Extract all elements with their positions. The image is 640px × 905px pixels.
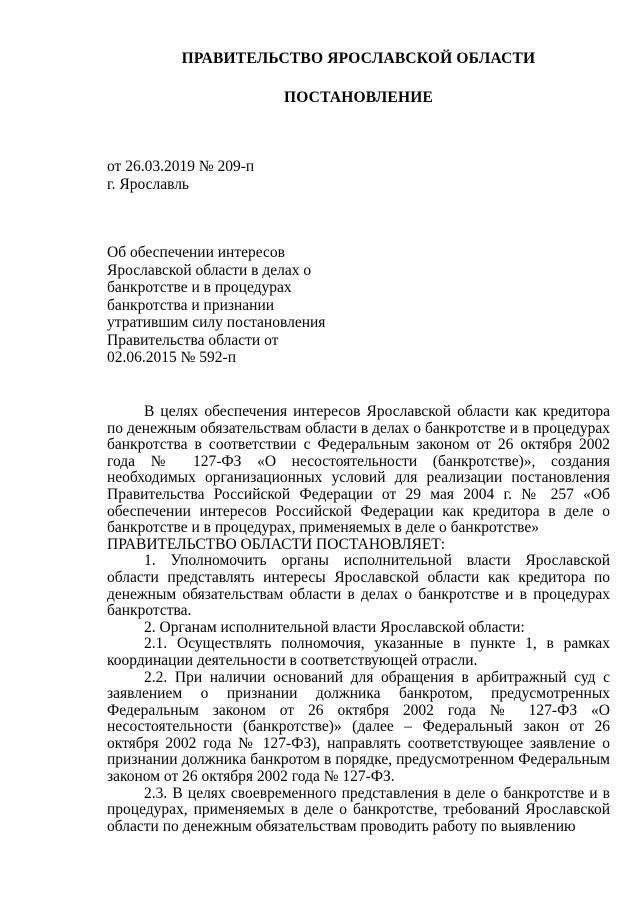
city: г. Ярославль: [107, 175, 189, 193]
document-meta: [107, 158, 254, 193]
subject-line: утратившим силу постановления: [107, 314, 326, 331]
subject-line: 02.06.2015 № 592-п: [107, 349, 236, 366]
subject-line: банкротстве и в процедурах: [107, 279, 292, 296]
document-type-title: ПОСТАНОВЛЕНИЕ: [283, 89, 434, 106]
paragraph-2-1: 2.1. Осуществлять полномочия, указанные в пункте 1, в рамках координации деятельности в соответствующей отрасли.: [107, 635, 610, 669]
subject-line: Правительства области от: [107, 331, 279, 349]
resolves-line: ПРАВИТЕЛЬСТВО ОБЛАСТИ ПОСТАНОВЛЯЕТ:: [107, 535, 446, 553]
subject-line: Об обеспечении интересов: [107, 244, 285, 261]
paragraph-1: 1. Уполномочить органы исполнительной власти Ярославской области представлять интересы Ярославской области как кредитора по денежным обязательствам области в делах о банкротстве и в процедурах банкротства.: [107, 552, 610, 620]
government-title: ПРАВИТЕЛЬСТВО ЯРОСЛАВСКОЙ ОБЛАСТИ: [181, 50, 536, 67]
paragraph-2-2: 2.2. При наличии оснований для обращения в арбитражный суд с заявлением о признании должника банкротом, предусмотренных Федеральным законом от 26 октября 2002 года № 127-ФЗ «О несостоятельности (банкротстве)» (далее – Федеральный закон от 26 октября 2002 года № 127-ФЗ), направлять соответствующее заявление о признании должника банкротом в порядке, предусмотренном Федеральным законом от 26 октября 2002 года № 127-ФЗ.: [107, 668, 610, 786]
paragraph-2-3: 2.3. В целях своевременного представления в деле о банкротстве и в процедурах, применяемых в деле о банкротстве, требований Ярославской области по денежным обязательствам проводить работу по выявлению: [107, 784, 610, 835]
document-subject: [107, 244, 337, 367]
subject-line: банкротства и признании: [107, 296, 275, 314]
date-number: от 26.03.2019 № 209-п: [107, 158, 255, 175]
subject-line: Ярославской области в делах о: [107, 261, 312, 279]
preamble-paragraph: В целях обеспечения интересов Ярославской области как кредитора по денежным обязательствам области в делах о банкротстве и в процедурах банкротства в соответствии с Федеральным законом от 26 октября 2002 года № 127-ФЗ «О несостоятельности (банкротстве)», создания необходимых организационных условий для реализации постановления Правительства Российской Федерации от 29 мая 2004 г. № 257 «Об обеспечении интересов Российской Федерации как кредитора в деле о банкротстве и в процедурах, применяемых в деле о банкротстве»: [107, 403, 610, 537]
paragraph-2: 2. Органам исполнительной власти Ярославской области:: [144, 618, 525, 636]
document-body: [107, 404, 610, 835]
